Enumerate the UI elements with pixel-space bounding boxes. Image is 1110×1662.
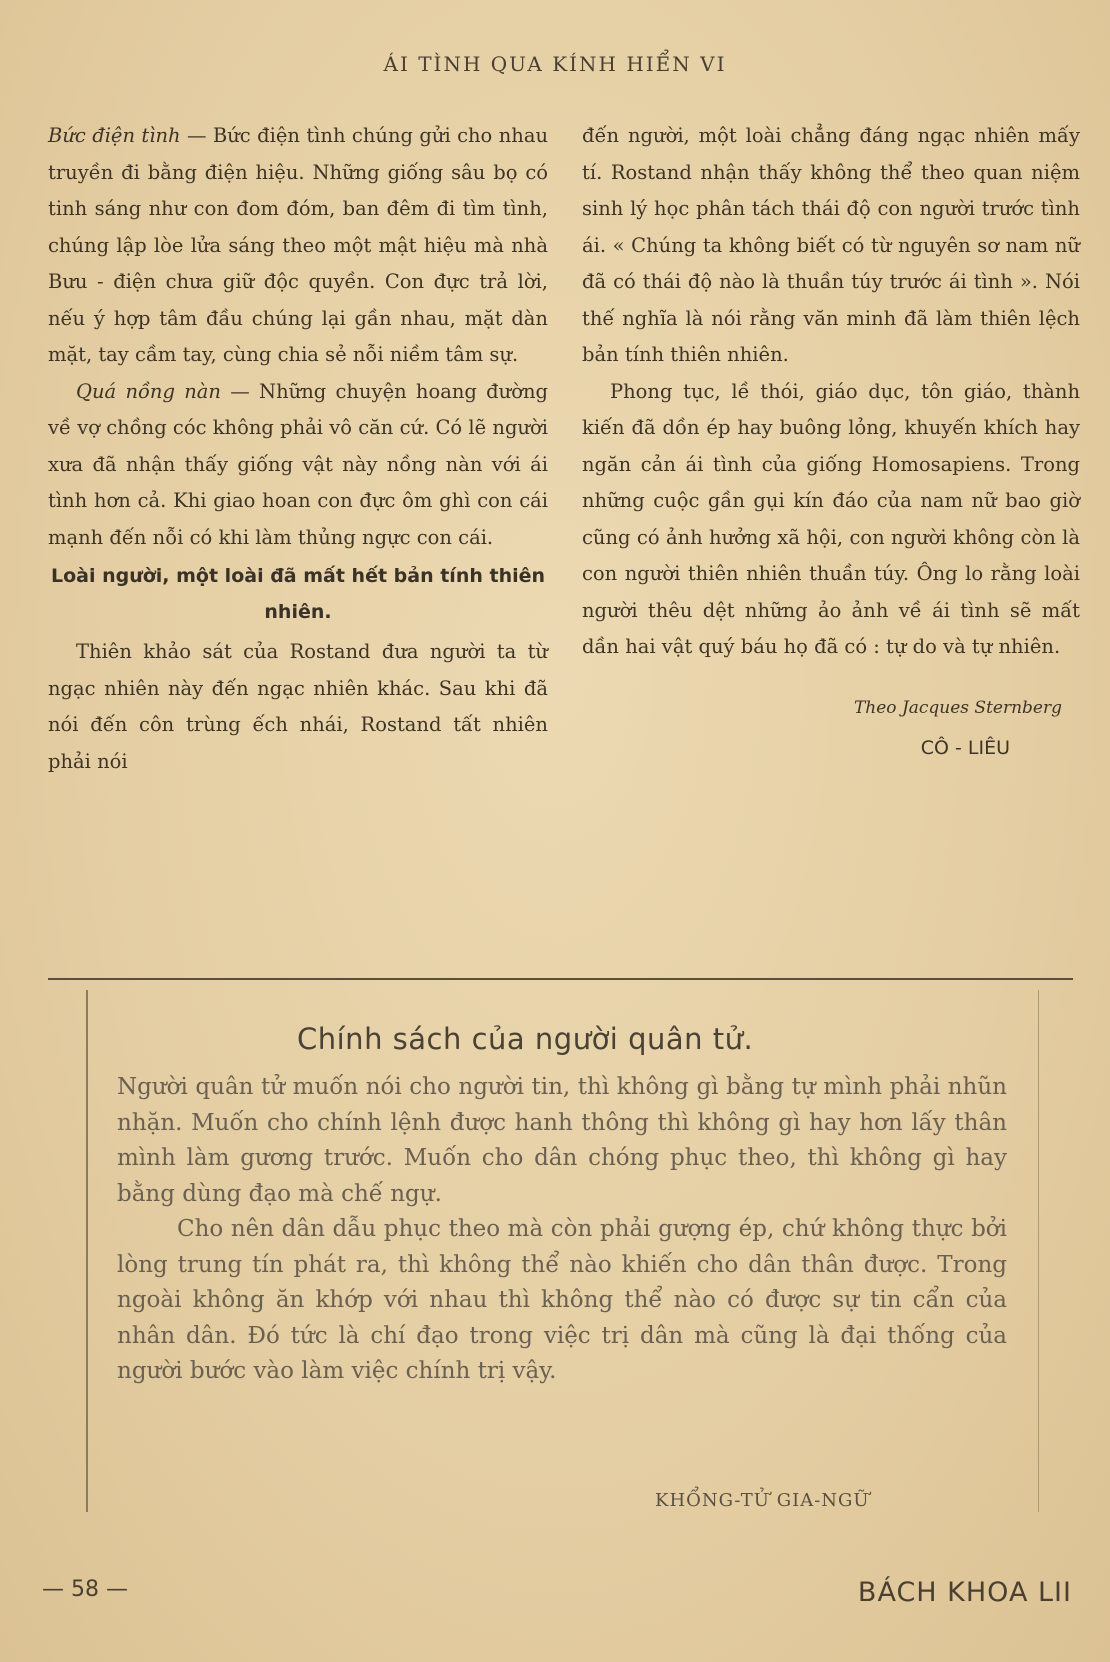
section-divider — [48, 978, 1073, 980]
box-body — [117, 1070, 1007, 1390]
paragraph-text: — Những chuyện hoang đường về vợ chồng cóc không phải vô căn cứ. Có lẽ người xưa đã nhận thấy giống vật này nồng nàn với ái tình hơn cả. Khi giao hoan con đực ôm ghì con cái mạnh đến nỗi có khi làm thủng ngực con cái. — [48, 379, 548, 549]
paragraph-text: — Bức điện tình chúng gửi cho nhau truyền đi bằng điện hiệu. Những giống sâu bọ có tinh sáng như con đom đóm, ban đêm đi tìm tình, chúng lập lòe lửa sáng theo một mật hiệu mà nhà Bưu - điện chưa giữ độc quyền. Con đực trả lời, nếu ý hợp tâm đầu chúng lại gần nhau, mặt dàn mặt, tay cầm tay, cùng chia sẻ nỗi niềm tâm sự. — [48, 124, 548, 366]
box-credit: KHỔNG-TỬ GIA-NGỮ — [655, 1490, 870, 1511]
paragraph-lead: Quá nồng nàn — [76, 379, 221, 403]
paragraph-qua-nong-nan — [48, 374, 548, 557]
paragraph-rostand: Thiên khảo sát của Rostand đưa người ta từ ngạc nhiên này đến ngạc nhiên khác. Sau khi đã nói đến côn trùng ếch nhái, Rostand tất nhiên phải nói — [48, 640, 548, 773]
journal-name: BÁCH KHOA LII — [857, 1577, 1072, 1608]
left-column — [48, 118, 548, 780]
running-title: ÁI TÌNH QUA KÍNH HIỂN VI — [383, 52, 727, 76]
box-title: Chính sách của người quân tử. — [297, 1022, 754, 1056]
page-number: — 58 — — [42, 1577, 128, 1602]
right-column — [582, 118, 1080, 767]
article-author: CÔ - LIÊU — [920, 737, 1010, 759]
paragraph-buc-dien-tinh — [48, 118, 548, 374]
paragraph-lead: Bức điện tình — [48, 124, 181, 147]
article-source: Theo Jacques Sternberg — [853, 697, 1062, 718]
paragraph-loai-nguoi: đến người, một loài chẳng đáng ngạc nhiên mấy tí. Rostand nhận thấy không thể theo quan niệm sinh lý học phân tách thái độ con người trước tình ái. « Chúng ta không biết có từ nguyên sơ nam nữ đã có thái độ nào là thuần túy trước ái tình ». Nói thế nghĩa là nói rằng văn minh đã làm thiên lệch bản tính thiên nhiên. — [582, 124, 1080, 366]
box-paragraph: Người quân tử muốn nói cho người tin, thì không gì bằng tự mình phải nhũn nhặn. Muốn cho chính lệnh được hanh thông thì không gì hay hơn lấy thân mình làm gương trước. Muốn cho dân chóng phục theo, thì không gì hay bằng dùng đạo mà chế ngự. — [117, 1074, 1007, 1207]
section-subheading: Loài người, một loài đã mất hết bản tính thiên nhiên. — [50, 565, 546, 623]
paragraph-phong-tuc: Phong tục, lề thói, giáo dục, tôn giáo, thành kiến đã dồn ép hay buông lỏng, khuyến khích hay ngăn cản ái tình của giống Homosapiens. Trong những cuộc gần gụi kín đáo của nam nữ bao giờ cũng có ảnh hưởng xã hội, con người không còn là con người thiên nhiên thuần túy. Ông lo rằng loài người thêu dệt những ảo ảnh về ái tình sẽ mất dần hai vật quý báu họ đã có : tự do và tự nhiên. — [582, 379, 1080, 658]
box-paragraph: Cho nên dân dẫu phục theo mà còn phải gượng ép, chứ không thực bởi lòng trung tín phát ra, thì không thể nào khiến cho dân thân được. Trong ngoài không ăn khớp với nhau thì không thể nào có được sự tin cẩn của nhân dân. Đó tức là chí đạo trong việc trị dân mà cũng là đại thống của người bước vào làm việc chính trị vậy. — [117, 1216, 1007, 1384]
